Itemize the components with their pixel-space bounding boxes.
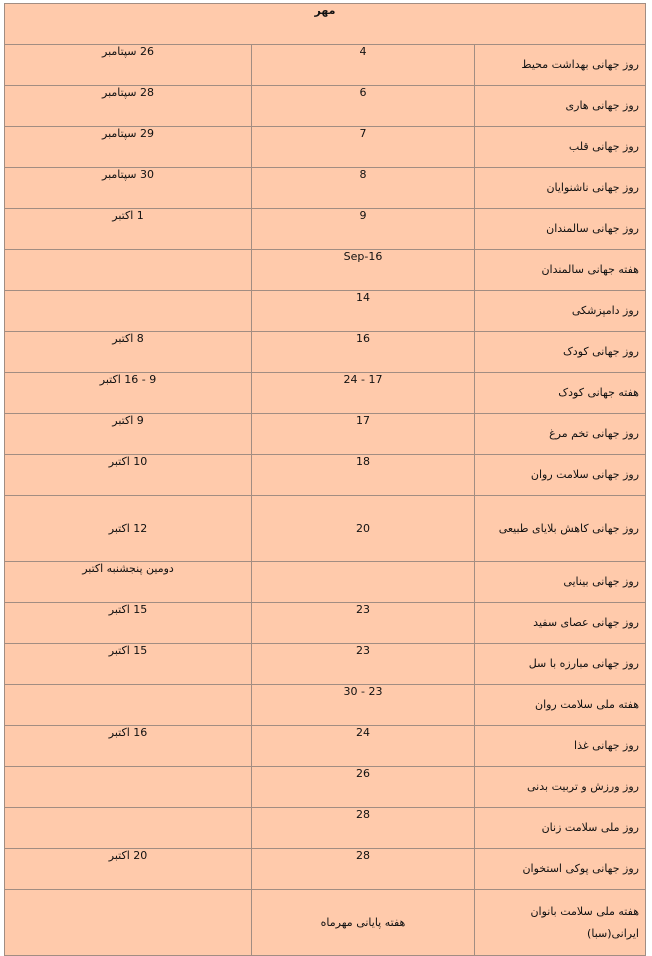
- shamsi-date-cell: هفته پایانی مهرماه: [252, 890, 475, 956]
- gregorian-date-cell: [5, 808, 252, 849]
- occasion-name-cell: روز جهانی سلامت روان: [475, 455, 646, 496]
- table-row: [5, 767, 646, 808]
- shamsi-date-cell: 6: [252, 86, 475, 127]
- month-title: مهر: [5, 4, 646, 45]
- gregorian-date-cell: 29 سپتامبر: [5, 127, 252, 168]
- month-header-row: [5, 4, 646, 45]
- gregorian-date-cell: 8 اکتبر: [5, 332, 252, 373]
- occasion-name-cell: روز جهانی سالمندان: [475, 209, 646, 250]
- shamsi-date-cell: 16-Sep: [252, 250, 475, 291]
- gregorian-date-cell: [5, 250, 252, 291]
- gregorian-date-cell: 12 اکتبر: [5, 496, 252, 562]
- table-row: [5, 250, 646, 291]
- occasion-name-cell: روز ملی سلامت زنان: [475, 808, 646, 849]
- occasion-name-cell: روز جهانی پوکی استخوان: [475, 849, 646, 890]
- occasion-name-cell: روز جهانی تخم مرغ: [475, 414, 646, 455]
- shamsi-date-cell: 4: [252, 45, 475, 86]
- shamsi-date-cell: 23: [252, 603, 475, 644]
- shamsi-date-cell: 24: [252, 726, 475, 767]
- table-row: [5, 644, 646, 685]
- shamsi-date-cell: 14: [252, 291, 475, 332]
- shamsi-date-cell: 28: [252, 808, 475, 849]
- shamsi-date-cell: 9: [252, 209, 475, 250]
- table-row: [5, 332, 646, 373]
- gregorian-date-cell: 10 اکتبر: [5, 455, 252, 496]
- table-row: [5, 373, 646, 414]
- table-row: [5, 291, 646, 332]
- gregorian-date-cell: 9 اکتبر: [5, 414, 252, 455]
- gregorian-date-cell: [5, 767, 252, 808]
- table-row: [5, 209, 646, 250]
- occasion-name-cell: هفته جهانی کودک: [475, 373, 646, 414]
- gregorian-date-cell: [5, 291, 252, 332]
- shamsi-date-cell: 16: [252, 332, 475, 373]
- gregorian-date-cell: 1 اکتبر: [5, 209, 252, 250]
- occasion-name-cell: روز ورزش و تربیت بدنی: [475, 767, 646, 808]
- occasions-table: [4, 3, 646, 956]
- table-row: [5, 455, 646, 496]
- gregorian-date-cell: 30 سپتامبر: [5, 168, 252, 209]
- table-row: [5, 168, 646, 209]
- table-row: [5, 890, 646, 956]
- gregorian-date-cell: 28 سپتامبر: [5, 86, 252, 127]
- shamsi-date-cell: [252, 562, 475, 603]
- occasion-name-cell: روز جهانی کاهش بلایای طبیعی: [475, 496, 646, 562]
- shamsi-date-cell: 23: [252, 644, 475, 685]
- health-calendar: [4, 3, 646, 956]
- table-row: [5, 603, 646, 644]
- table-row: [5, 849, 646, 890]
- gregorian-date-cell: 9 - 16 اکتبر: [5, 373, 252, 414]
- table-row: [5, 562, 646, 603]
- table-row: [5, 127, 646, 168]
- table-row: [5, 496, 646, 562]
- occasion-name-cell: روز جهانی عصای سفید: [475, 603, 646, 644]
- table-row: [5, 414, 646, 455]
- table-row: [5, 726, 646, 767]
- table-row: [5, 685, 646, 726]
- shamsi-date-cell: 28: [252, 849, 475, 890]
- gregorian-date-cell: دومین پنجشنبه اکتبر: [5, 562, 252, 603]
- gregorian-date-cell: 16 اکتبر: [5, 726, 252, 767]
- occasion-name-cell: روز جهانی قلب: [475, 127, 646, 168]
- occasion-name-cell: روز جهانی کودک: [475, 332, 646, 373]
- occasion-name-cell: روز جهانی ناشنوایان: [475, 168, 646, 209]
- shamsi-date-cell: 8: [252, 168, 475, 209]
- shamsi-date-cell: 23 - 30: [252, 685, 475, 726]
- gregorian-date-cell: 15 اکتبر: [5, 644, 252, 685]
- occasion-name-cell: روز جهانی هاری: [475, 86, 646, 127]
- occasion-name-cell: روز جهانی بهداشت محیط: [475, 45, 646, 86]
- gregorian-date-cell: 15 اکتبر: [5, 603, 252, 644]
- occasion-name-cell: هفته ملی سلامت بانوان ایرانی(سبا): [475, 890, 646, 956]
- shamsi-date-cell: 20: [252, 496, 475, 562]
- occasion-name-cell: روز جهانی بینایی: [475, 562, 646, 603]
- gregorian-date-cell: [5, 890, 252, 956]
- shamsi-date-cell: 18: [252, 455, 475, 496]
- occasion-name-cell: هفته ملی سلامت روان: [475, 685, 646, 726]
- shamsi-date-cell: 26: [252, 767, 475, 808]
- shamsi-date-cell: 17: [252, 414, 475, 455]
- shamsi-date-cell: 7: [252, 127, 475, 168]
- occasion-name-cell: روز جهانی مبارزه با سل: [475, 644, 646, 685]
- occasion-name-cell: روز جهانی غذا: [475, 726, 646, 767]
- shamsi-date-cell: 17 - 24: [252, 373, 475, 414]
- occasion-name-cell: روز دامپزشکی: [475, 291, 646, 332]
- table-row: [5, 86, 646, 127]
- table-row: [5, 45, 646, 86]
- table-row: [5, 808, 646, 849]
- gregorian-date-cell: 26 سپتامبر: [5, 45, 252, 86]
- gregorian-date-cell: 20 اکتبر: [5, 849, 252, 890]
- gregorian-date-cell: [5, 685, 252, 726]
- occasion-name-cell: هفته جهانی سالمندان: [475, 250, 646, 291]
